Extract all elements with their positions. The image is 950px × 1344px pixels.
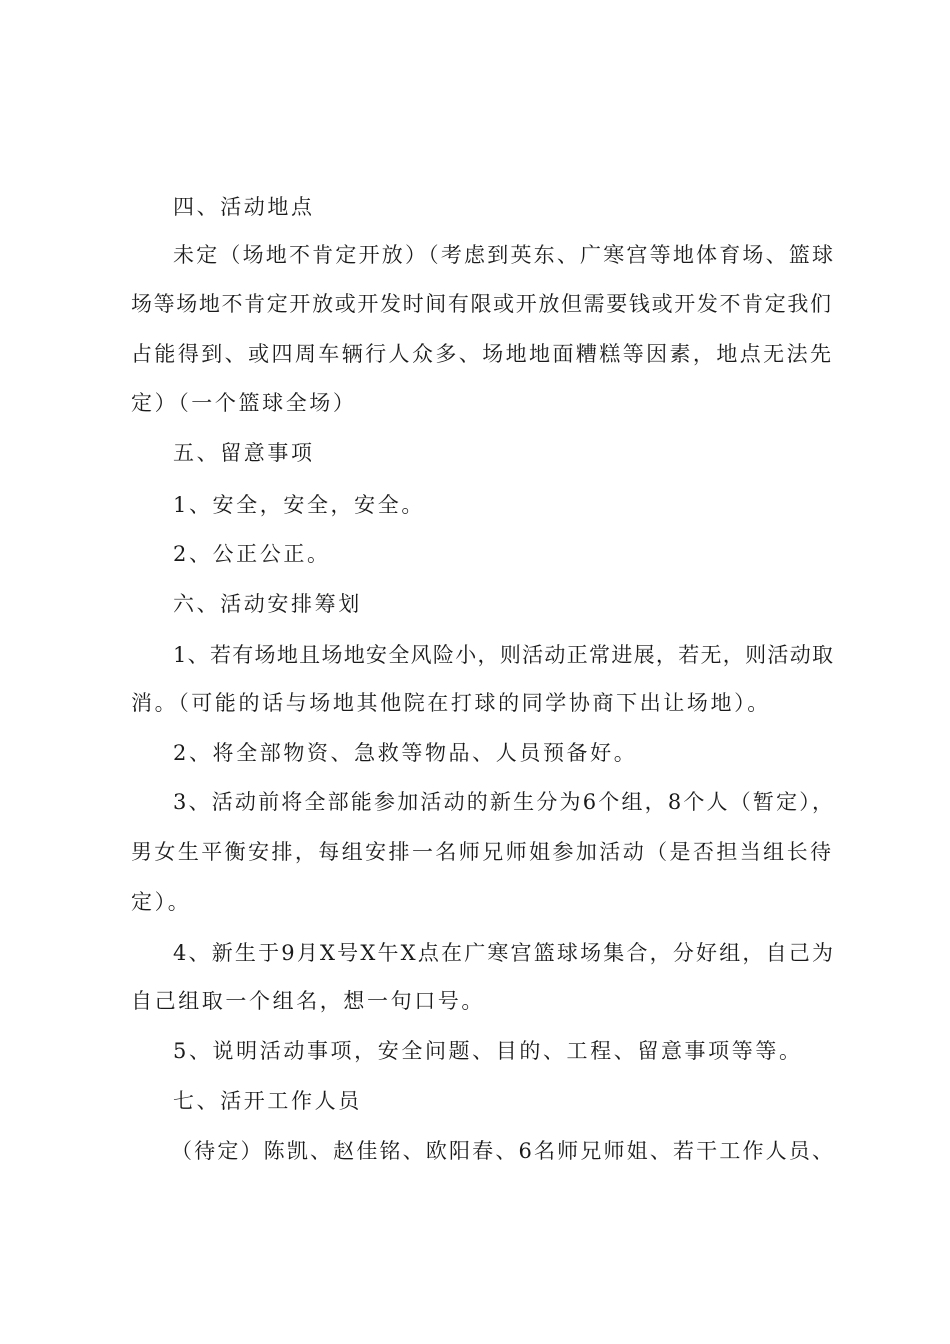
section-4-line-2: 场等场地不肯定开放或开发时间有限或开放但需要钱或开发不肯定我们: [131, 292, 831, 316]
section-4-heading: 四、活动地点: [173, 195, 315, 219]
section-7-heading: 七、活开工作人员: [173, 1089, 362, 1113]
section-5-item-2: 2、公正公正。: [173, 542, 331, 566]
section-6-item-3-line-2: 男女生平衡安排，每组安排一名师兄师姐参加活动（是否担当组长待: [131, 840, 831, 864]
section-5-heading: 五、留意事项: [173, 441, 315, 465]
section-4-line-3: 占能得到、或四周车辆行人众多、场地地面糟糕等因素，地点无法先: [131, 342, 831, 366]
section-4-line-1: 未定（场地不肯定开放）（考虑到英东、广寒宫等地体育场、篮球: [173, 243, 833, 267]
section-6-item-2: 2、将全部物资、急救等物品、人员预备好。: [173, 741, 638, 765]
section-6-item-1-line-1: 1、若有场地且场地安全风险小，则活动正常进展，若无，则活动取: [173, 643, 833, 667]
section-4-line-4: 定）（一个篮球全场）: [131, 391, 357, 415]
section-6-item-4-line-2: 自己组取一个组名，想一句口号。: [131, 989, 485, 1013]
section-6-item-5: 5、说明活动事项，安全问题、目的、工程、留意事项等等。: [173, 1039, 803, 1063]
section-6-item-3-line-1: 3、活动前将全部能参加活动的新生分为6个组，8个人（暂定），: [173, 790, 833, 814]
section-6-item-4-line-1: 4、新生于9月X号X午X点在广寒宫篮球场集合，分好组，自己为: [173, 941, 833, 965]
section-6-heading: 六、活动安排筹划: [173, 592, 362, 616]
section-7-line-1: （待定）陈凯、赵佳铭、欧阳春、6名师兄师姐、若干工作人员、: [171, 1139, 833, 1163]
section-5-item-1: 1、安全，安全，安全。: [173, 493, 425, 517]
section-6-item-1-line-2: 消。（可能的话与场地其他院在打球的同学协商下出让场地）。: [131, 691, 771, 715]
section-6-item-3-line-3: 定）。: [131, 890, 192, 914]
